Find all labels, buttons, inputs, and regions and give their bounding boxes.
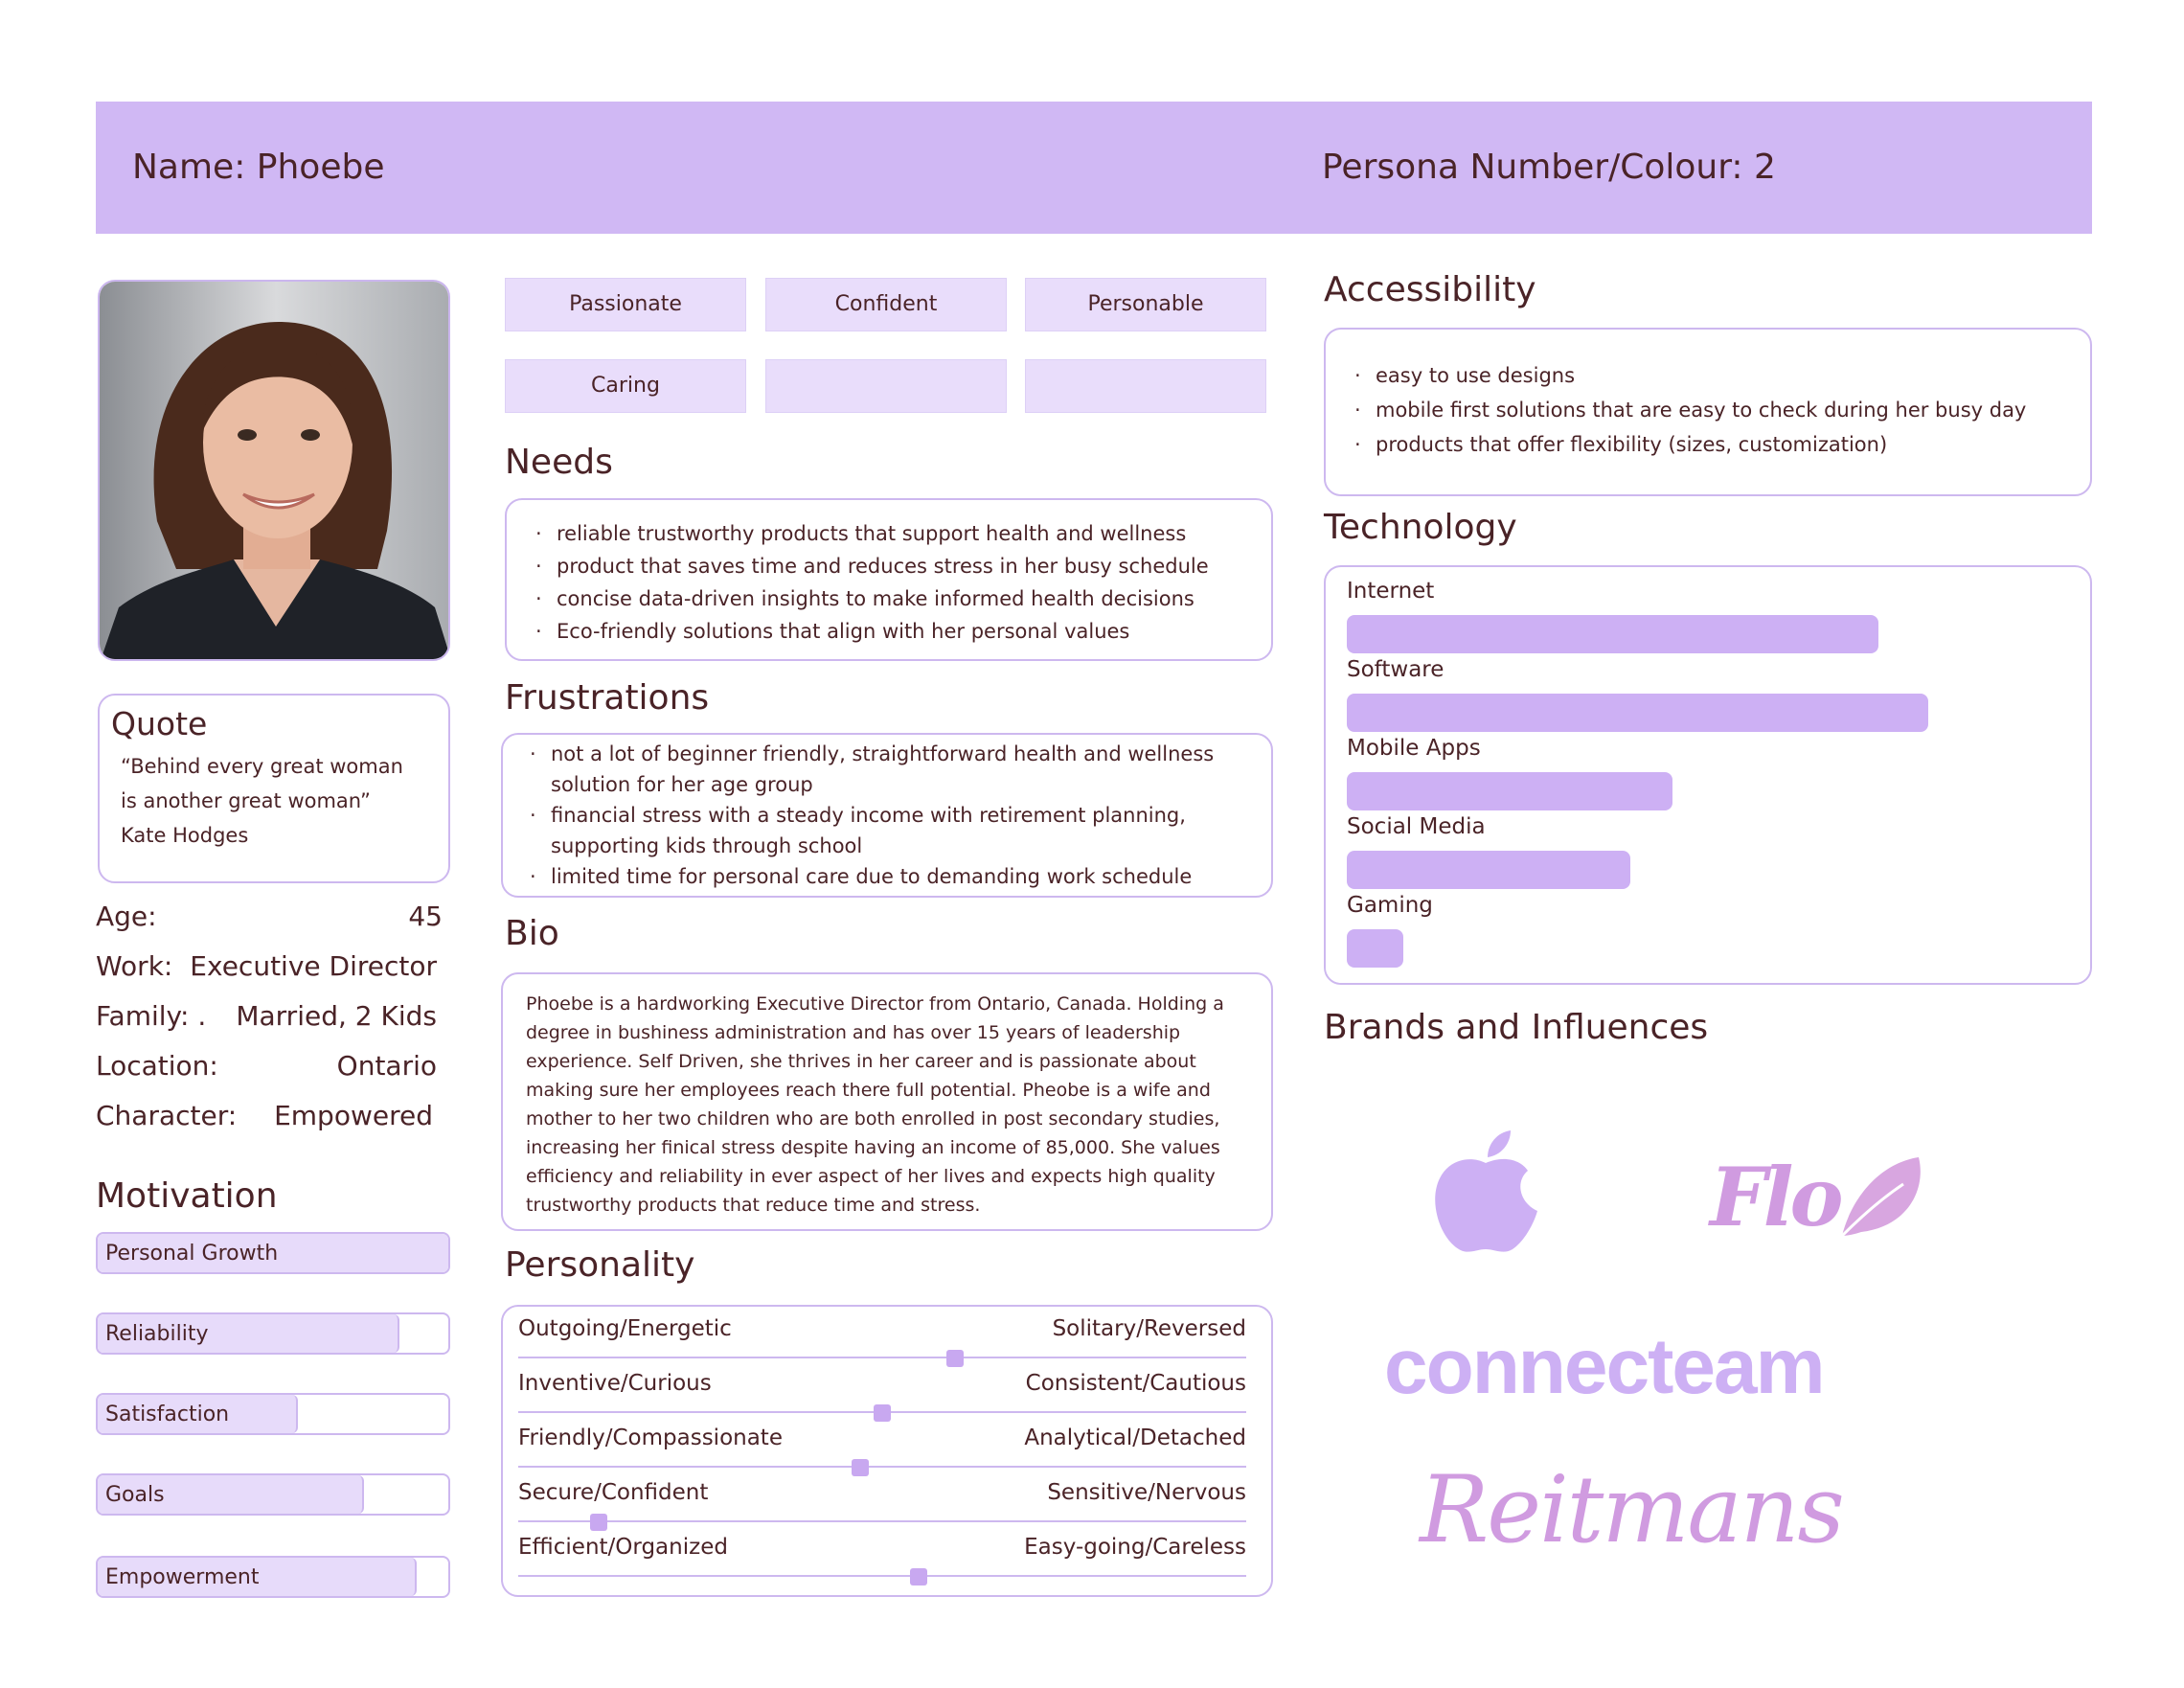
list-item: · reliable trustworthy products that support health and wellness <box>535 517 1209 550</box>
scale-track <box>518 1357 1246 1358</box>
technology-card <box>1324 565 2092 985</box>
trait-tag: Confident <box>765 278 1007 331</box>
scale-right-label: Consistent/Cautious <box>1025 1371 1246 1396</box>
info-label: Age: <box>96 901 157 932</box>
info-value: Ontario <box>336 1050 437 1082</box>
quote-card <box>98 694 450 883</box>
list-item: · mobile first solutions that are easy to check during her busy day <box>1354 393 2026 427</box>
quote-line: is another great woman” <box>121 789 371 812</box>
reitmans-logo <box>1420 1456 1843 1563</box>
needs-title: Needs <box>505 443 613 482</box>
motivation-label: Empowerment <box>105 1565 260 1589</box>
persona-name: Name: Phoebe <box>132 148 385 187</box>
tech-label: Mobile Apps <box>1347 736 1481 761</box>
personality-card <box>501 1305 1273 1597</box>
info-age <box>96 901 443 932</box>
connecteam-logo-text: connecteam <box>1384 1323 1824 1410</box>
scale-right-label: Solitary/Reversed <box>1052 1316 1246 1341</box>
frustrations-card <box>501 733 1273 898</box>
info-value: 45 <box>408 901 443 932</box>
personality-scale <box>518 1480 1246 1535</box>
bio-card <box>501 972 1273 1231</box>
motivation-label: Goals <box>105 1483 165 1507</box>
tech-label: Social Media <box>1347 814 1486 839</box>
personality-scale <box>518 1316 1246 1371</box>
motivation-title: Motivation <box>96 1176 278 1216</box>
scale-right-label: Easy-going/Careless <box>1024 1535 1246 1560</box>
scale-track <box>518 1520 1246 1522</box>
scale-left-label: Secure/Confident <box>518 1480 709 1505</box>
trait-tag: Passionate <box>505 278 746 331</box>
motivation-bar <box>96 1232 450 1274</box>
tech-label: Internet <box>1347 579 1435 604</box>
info-value: Empowered <box>274 1100 433 1131</box>
reitmans-logo-text: Reitmans <box>1420 1456 1843 1563</box>
quote-title: Quote <box>111 705 208 742</box>
motivation-label: Personal Growth <box>105 1242 279 1266</box>
motivation-bar <box>96 1473 450 1516</box>
scale-knob[interactable] <box>874 1404 891 1422</box>
scale-knob[interactable] <box>852 1459 869 1476</box>
bio-text: Phoebe is a hardworking Executive Director from Ontario, Canada. Holding a degree in bushiness administration and has over 15 years of leadership experience. Self Driven, she thrives in her career and is passionate about making sure her employees reach there full potential. Pheobe is a wife and mother to her two children who are both enrolled in post secondary studies, increasing her finical stress despite having an income of 85,000. She values efficiency and reliability in ever aspect of her lives and expects high quality trustworthy products that reduce time and stress. <box>526 993 1224 1216</box>
frustrations-list <box>530 739 1219 892</box>
personality-title: Personality <box>505 1245 695 1285</box>
tech-label: Software <box>1347 657 1445 682</box>
info-label: Location: <box>96 1050 218 1082</box>
info-value: Executive Director <box>190 950 437 982</box>
needs-card <box>505 498 1273 661</box>
list-item: · financial stress with a steady income with retirement planning, supporting kids through school <box>530 800 1219 861</box>
list-item: · products that offer flexibility (sizes, customization) <box>1354 427 2026 462</box>
personality-scale <box>518 1371 1246 1426</box>
info-work <box>96 950 437 982</box>
scale-left-label: Inventive/Curious <box>518 1371 712 1396</box>
list-item: · concise data-driven insights to make informed health decisions <box>535 582 1209 615</box>
accessibility-list <box>1354 358 2026 462</box>
scale-left-label: Friendly/Compassionate <box>518 1426 783 1450</box>
tech-bar <box>1347 772 1672 810</box>
flo-logo-text: Flo <box>1710 1150 1840 1244</box>
connecteam-logo <box>1384 1322 1824 1412</box>
technology-title: Technology <box>1324 508 1517 547</box>
persona-number: Persona Number/Colour: 2 <box>1322 148 1776 187</box>
accessibility-card <box>1324 328 2092 496</box>
motivation-bar <box>96 1312 450 1355</box>
tech-label: Gaming <box>1347 893 1433 918</box>
flo-logo <box>1710 1150 1940 1255</box>
profile-photo <box>98 280 450 661</box>
tech-bar <box>1347 929 1403 968</box>
trait-tag <box>1025 359 1266 413</box>
list-item: · Eco-friendly solutions that align with her personal values <box>535 615 1209 648</box>
trait-tag <box>765 359 1007 413</box>
scale-knob[interactable] <box>910 1568 927 1585</box>
trait-tag: Personable <box>1025 278 1266 331</box>
scale-right-label: Analytical/Detached <box>1024 1426 1246 1450</box>
list-item: · not a lot of beginner friendly, straightforward health and wellness solution for her age group <box>530 739 1219 800</box>
motivation-label: Reliability <box>105 1322 209 1346</box>
list-item: · limited time for personal care due to demanding work schedule <box>530 861 1219 892</box>
info-value: Married, 2 Kids <box>236 1000 437 1032</box>
bio-title: Bio <box>505 914 559 953</box>
info-label: Family: . <box>96 1000 207 1032</box>
tech-bar <box>1347 851 1630 889</box>
scale-knob[interactable] <box>590 1514 607 1531</box>
info-family <box>96 1000 437 1032</box>
scale-right-label: Sensitive/Nervous <box>1047 1480 1246 1505</box>
info-label: Character: <box>96 1100 238 1131</box>
needs-list <box>535 517 1209 648</box>
scale-knob[interactable] <box>946 1350 964 1367</box>
tech-bar <box>1347 694 1928 732</box>
list-item: · easy to use designs <box>1354 358 2026 393</box>
info-label: Work: <box>96 950 173 982</box>
motivation-bar <box>96 1393 450 1435</box>
apple-logo <box>1432 1129 1539 1259</box>
personality-scale <box>518 1535 1246 1589</box>
motivation-bar <box>96 1556 450 1598</box>
header-bar <box>96 102 2092 234</box>
quote-line: “Behind every great woman <box>121 755 403 778</box>
scale-left-label: Outgoing/Energetic <box>518 1316 732 1341</box>
accessibility-title: Accessibility <box>1324 270 1536 309</box>
info-character <box>96 1100 433 1131</box>
trait-tag: Caring <box>505 359 746 413</box>
brands-title: Brands and Influences <box>1324 1008 1709 1047</box>
tech-bar <box>1347 615 1878 653</box>
scale-track <box>518 1575 1246 1577</box>
list-item: · product that saves time and reduces stress in her busy schedule <box>535 550 1209 582</box>
scale-left-label: Efficient/Organized <box>518 1535 728 1560</box>
quote-author: Kate Hodges <box>121 824 249 847</box>
personality-scale <box>518 1426 1246 1480</box>
scale-track <box>518 1466 1246 1468</box>
motivation-label: Satisfaction <box>105 1403 230 1426</box>
info-location <box>96 1050 437 1082</box>
frustrations-title: Frustrations <box>505 678 710 718</box>
